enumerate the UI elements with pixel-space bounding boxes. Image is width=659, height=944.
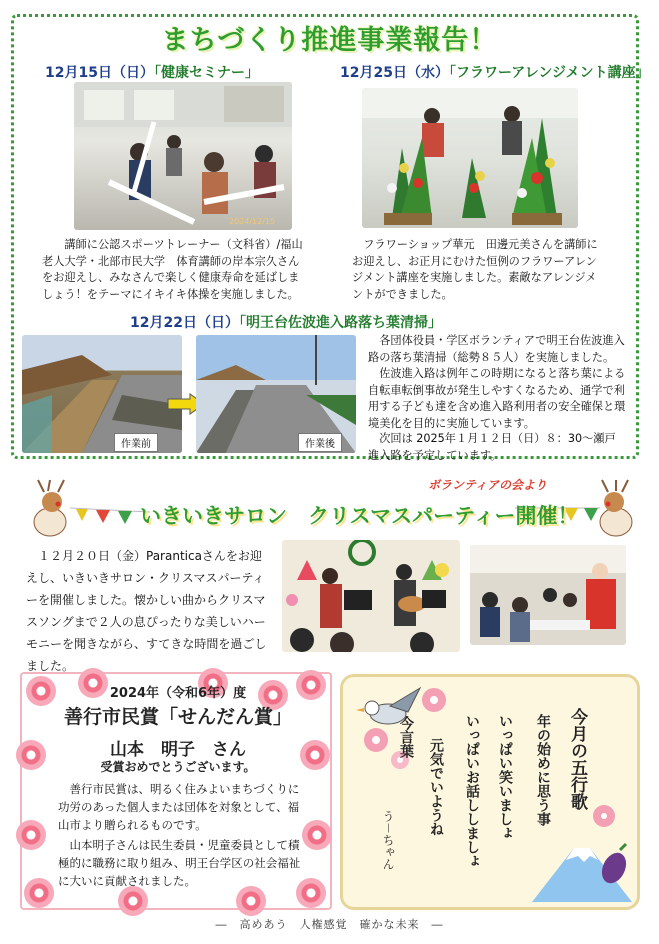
health-photo <box>74 82 292 230</box>
poem-line-3: いっぱいお話ししましょ <box>464 714 480 868</box>
xmas-title: いきいきサロン クリスマスパーティー開催！ <box>140 504 579 528</box>
reindeer-right-icon <box>600 480 632 536</box>
flower-name: 「フラワーアレンジメント講座」 <box>448 65 650 81</box>
cleanup-text-1: 各団体役員・学区ボランティアで明王台佐波進入路の落ち葉清掃（総勢８５人）を実施しました。 <box>368 334 625 364</box>
before-label: 作業前 <box>114 433 158 452</box>
cleanup-name: 「明王台佐波進入路落ち葉清掃」 <box>238 315 442 331</box>
xmas-photo-1 <box>282 540 460 652</box>
cleanup-text-3: 次回は 2025年１月１２日（日）８：30～瀬戸進入路を予定しています。 <box>368 432 616 462</box>
cleanup-date: 12月22日（日） <box>130 315 239 331</box>
exercise-scene-image <box>74 82 292 230</box>
plum-flower-icon <box>24 878 54 908</box>
poem-title: 今月の五行歌 <box>567 708 587 810</box>
health-header <box>45 62 259 82</box>
mount-fuji-icon <box>532 838 632 904</box>
road-before-image <box>22 335 182 453</box>
main-title: まちづくり推進事業報告！ <box>161 25 498 56</box>
plum-flower-icon <box>118 886 148 916</box>
flower-date: 12月25日（水） <box>340 65 449 81</box>
awardee-name: 山本 明子 さん <box>110 740 246 760</box>
flower-text: フラワーショップ華元 田邊元美さんを講師にお迎えし、お正月にむけた恒例のフラワーアレンジメント講座を実施しました。素敵なアレンジメントができました。 <box>352 238 598 301</box>
flower-header <box>340 62 650 82</box>
party-guests-image <box>470 545 626 645</box>
award-congrats: 受賞おめでとうございます。 <box>100 760 256 774</box>
plum-flower-icon <box>302 820 332 850</box>
flower-arrangement-image <box>362 88 578 228</box>
volunteer-label: ボランティアの会より <box>428 478 548 492</box>
poem-line-1: 年の始めに思う事 <box>535 714 551 826</box>
footer-motto: ― 高めあう 人権感覚 確かな未来 ― <box>215 918 444 931</box>
xmas-text: １２月２０日（金）Paranticaさんをお迎えし、いきいきサロン・クリスマスパーティーを開催しました。懐かしい曲からクリスマスソングまで２人の息ぴったりな美しいハーモニーを聞きながら、すてきな時間を過ごしました。 <box>26 549 267 673</box>
xmas-photo-2 <box>470 545 626 645</box>
award-year: 2024年（令和6年）度 <box>109 686 247 701</box>
plum-flower-icon <box>16 820 46 850</box>
cleanup-header <box>130 312 442 332</box>
poem-line-4: 元気でいようね <box>428 738 444 836</box>
health-text: 講師に公認スポーツトレーナー（文科省）/福山老人大学・北部市民大学 体育講師の岸本宗久さんをお迎えし、みなさんで楽しく健康寿命を延ばしましょう！をテーマにイキイキ体操を実施しました。 <box>42 238 303 301</box>
duo-performance-image <box>282 540 460 652</box>
poem-line-2: いっぱい笑いましょ <box>497 714 513 840</box>
plum-blossom-icon <box>584 796 624 836</box>
after-photo <box>196 335 356 453</box>
poem-author: う－ちゃん <box>381 810 395 871</box>
flower-photo <box>362 88 578 228</box>
health-date: 12月15日（日） <box>45 65 154 81</box>
after-label: 作業後 <box>298 433 342 452</box>
award-text-2: 山本明子さんは民生委員・児童委員として積極的に職務に取り組み、明王台学区の社会福祉に大いに貢献されました。 <box>58 838 301 888</box>
before-photo <box>22 335 182 453</box>
health-name: 「健康セミナー」 <box>153 65 259 81</box>
photo-date-stamp: 2024/12/15 <box>229 217 276 226</box>
cleanup-text-2: 佐波進入路は例年この時期になると落ち葉による自転車転倒事故が発生しやすくなるため、通学で利用する子ども達を含め進入路利用者の安全確保と環境美化を目的に実施しています。 <box>368 367 626 430</box>
award-title: 善行市民賞「せんだん賞」 <box>63 706 292 728</box>
reindeer-left-icon <box>34 480 66 536</box>
plum-flower-icon <box>236 886 266 916</box>
plum-blossom-icon <box>414 680 454 720</box>
award-text-1: 善行市民賞は、明るく住みよいまちづくりに功労のあった個人または団体を対象として、福山市より贈られるものです。 <box>58 782 300 832</box>
poem-line-5: 今言葉 <box>398 716 414 758</box>
